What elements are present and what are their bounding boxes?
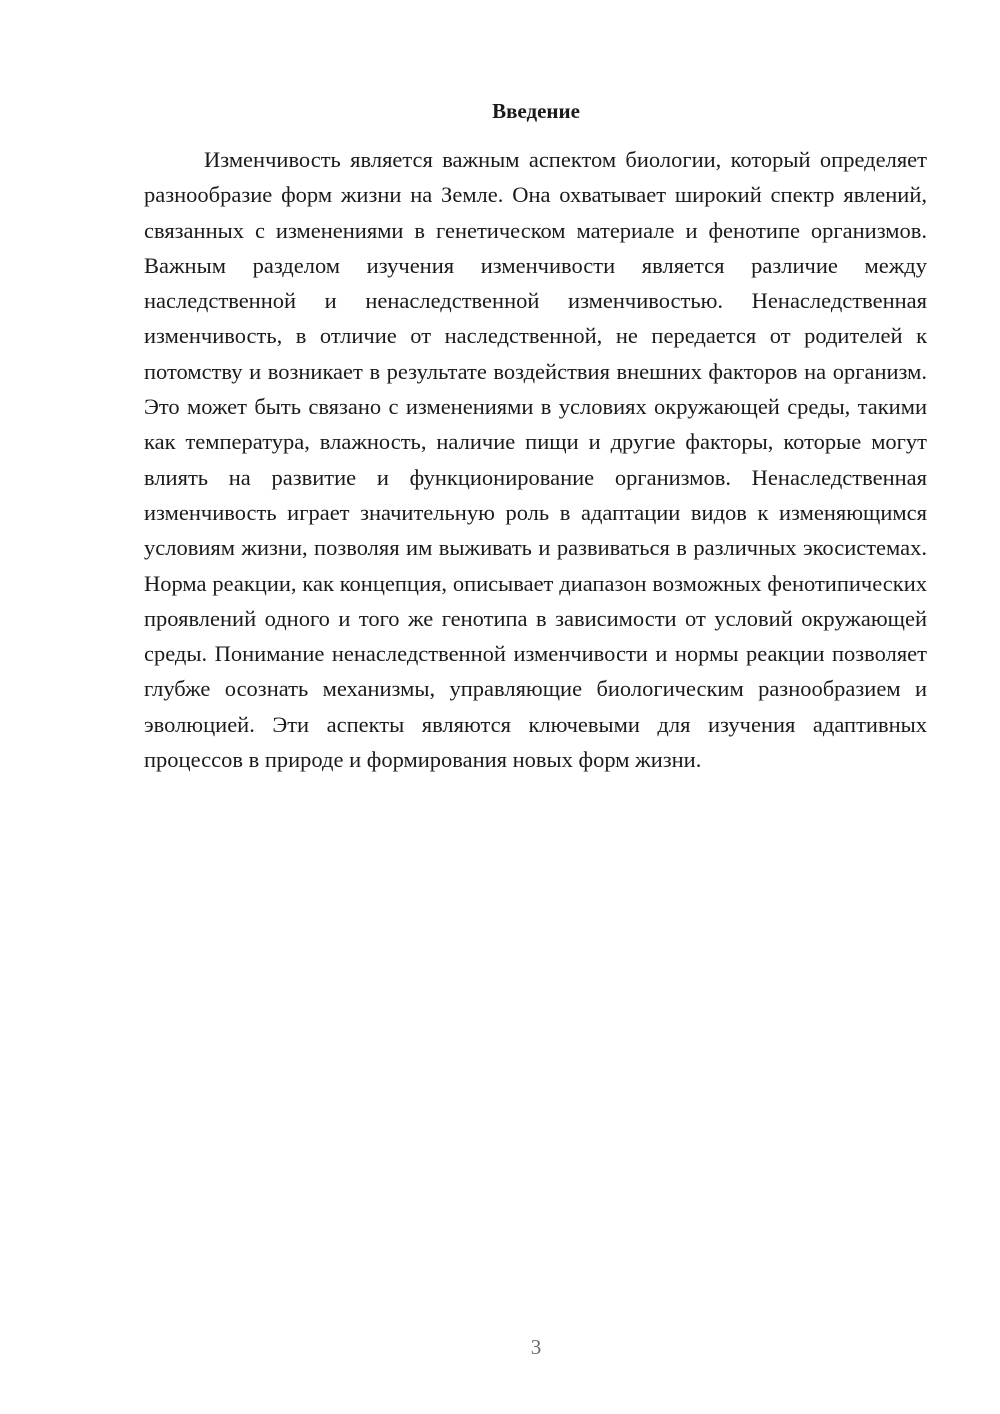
- page-number: 3: [530, 1335, 542, 1359]
- section-heading: Введение: [492, 99, 580, 123]
- body-paragraph: Изменчивость является важным аспектом биологии, который определяет разнообразие форм жизни на Земле. Она охватывает широкий спектр явлений, связанных с изменениями в генетическом материале и фенотипе организмов. Важным разделом изучения изменчивости является различие между наследственной и ненаследственной изменчивостью. Ненаследственная изменчивость, в отличие от наследственной, не передается от родителей к потомству и возникает в результате воздействия внешних факторов на организм. Это может быть связано с изменениями в условиях окружающей среды, такими как температура, влажность, наличие пищи и другие факторы, которые могут влиять на развитие и функционирование организмов. Ненаследственная изменчивость играет значительную роль в адаптации видов к изменяющимся условиям жизни, позволяя им выживать и развиваться в различных экосистемах. Норма реакции, как концепция, описывает диапазон возможных фенотипических проявлений одного и того же генотипа в зависимости от условий окружающей среды. Понимание ненаследственной изменчивости и нормы реакции позволяет глубже осознать механизмы, управляющие биологическим разнообразием и эволюцией. Эти аспекты являются ключевыми для изучения адаптивных процессов в природе и формирования новых форм жизни.: [144, 147, 927, 773]
